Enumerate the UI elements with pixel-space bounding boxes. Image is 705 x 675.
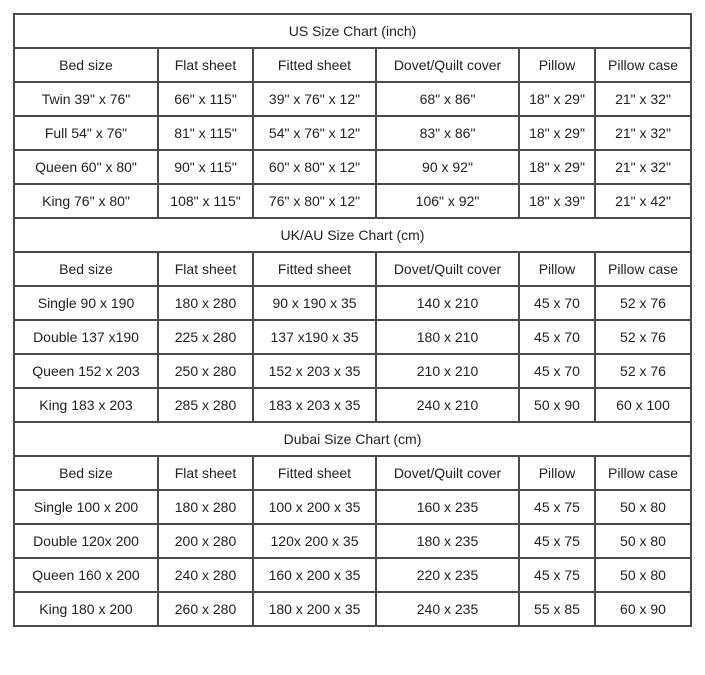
table-cell-flat-sheet: 180 x 280	[158, 490, 253, 524]
table-cell-bed-size: Single 90 x 190	[14, 286, 158, 320]
table-cell-bed-size: Queen 60" x 80"	[14, 150, 158, 184]
table-cell-pillow-case: 21" x 32"	[595, 116, 691, 150]
column-header-flat-sheet: Flat sheet	[158, 456, 253, 490]
table-row	[14, 184, 691, 218]
column-header-pillow-case: Pillow case	[595, 456, 691, 490]
table-cell-bed-size: Twin 39" x 76"	[14, 82, 158, 116]
column-header-pillow-case: Pillow case	[595, 48, 691, 82]
column-header-pillow-case: Pillow case	[595, 252, 691, 286]
table-cell-flat-sheet: 81" x 115"	[158, 116, 253, 150]
table-cell-pillow: 18" x 39"	[519, 184, 595, 218]
column-header-fitted-sheet: Fitted sheet	[253, 456, 376, 490]
table-cell-pillow: 45 x 70	[519, 320, 595, 354]
table-cell-pillow-case: 21" x 32"	[595, 82, 691, 116]
dubai-header-row	[14, 456, 691, 490]
us-section-title: US Size Chart (inch)	[14, 14, 691, 48]
table-row	[14, 388, 691, 422]
table-cell-fitted-sheet: 100 x 200 x 35	[253, 490, 376, 524]
table-cell-pillow-case: 21" x 32"	[595, 150, 691, 184]
table-cell-pillow: 45 x 70	[519, 354, 595, 388]
column-header-bed-size: Bed size	[14, 48, 158, 82]
table-cell-fitted-sheet: 180 x 200 x 35	[253, 592, 376, 626]
table-cell-dovet-quilt-cover: 210 x 210	[376, 354, 519, 388]
table-cell-bed-size: King 180 x 200	[14, 592, 158, 626]
table-cell-pillow: 45 x 75	[519, 524, 595, 558]
table-cell-dovet-quilt-cover: 220 x 235	[376, 558, 519, 592]
table-row	[14, 558, 691, 592]
table-cell-pillow: 45 x 70	[519, 286, 595, 320]
table-cell-dovet-quilt-cover: 180 x 235	[376, 524, 519, 558]
table-row	[14, 592, 691, 626]
table-cell-dovet-quilt-cover: 240 x 235	[376, 592, 519, 626]
column-header-pillow: Pillow	[519, 48, 595, 82]
table-cell-flat-sheet: 180 x 280	[158, 286, 253, 320]
table-cell-pillow-case: 60 x 100	[595, 388, 691, 422]
table-cell-pillow: 18" x 29"	[519, 116, 595, 150]
table-cell-pillow-case: 50 x 80	[595, 524, 691, 558]
table-row	[14, 116, 691, 150]
table-cell-flat-sheet: 250 x 280	[158, 354, 253, 388]
column-header-dovet-quilt-cover: Dovet/Quilt cover	[376, 48, 519, 82]
size-chart-body	[14, 14, 691, 626]
table-cell-pillow-case: 52 x 76	[595, 286, 691, 320]
column-header-fitted-sheet: Fitted sheet	[253, 252, 376, 286]
table-cell-flat-sheet: 225 x 280	[158, 320, 253, 354]
table-cell-pillow: 18" x 29"	[519, 82, 595, 116]
uk-au-section-title: UK/AU Size Chart (cm)	[14, 218, 691, 252]
column-header-dovet-quilt-cover: Dovet/Quilt cover	[376, 456, 519, 490]
table-cell-bed-size: Full 54" x 76"	[14, 116, 158, 150]
column-header-pillow: Pillow	[519, 252, 595, 286]
table-cell-dovet-quilt-cover: 83" x 86"	[376, 116, 519, 150]
table-cell-fitted-sheet: 152 x 203 x 35	[253, 354, 376, 388]
size-chart-table	[13, 13, 692, 627]
table-cell-dovet-quilt-cover: 68" x 86"	[376, 82, 519, 116]
table-cell-bed-size: Double 120x 200	[14, 524, 158, 558]
table-cell-pillow: 45 x 75	[519, 490, 595, 524]
table-cell-pillow: 50 x 90	[519, 388, 595, 422]
table-cell-dovet-quilt-cover: 106" x 92"	[376, 184, 519, 218]
table-cell-fitted-sheet: 76" x 80" x 12"	[253, 184, 376, 218]
table-cell-pillow-case: 21" x 42"	[595, 184, 691, 218]
table-row	[14, 524, 691, 558]
table-cell-flat-sheet: 108" x 115"	[158, 184, 253, 218]
table-row	[14, 490, 691, 524]
table-cell-fitted-sheet: 137 x190 x 35	[253, 320, 376, 354]
table-cell-pillow: 55 x 85	[519, 592, 595, 626]
column-header-bed-size: Bed size	[14, 252, 158, 286]
us-section-title-row	[14, 14, 691, 48]
table-cell-bed-size: Double 137 x190	[14, 320, 158, 354]
table-cell-fitted-sheet: 60" x 80" x 12"	[253, 150, 376, 184]
column-header-bed-size: Bed size	[14, 456, 158, 490]
table-cell-fitted-sheet: 120x 200 x 35	[253, 524, 376, 558]
dubai-section-title-row	[14, 422, 691, 456]
table-cell-flat-sheet: 260 x 280	[158, 592, 253, 626]
table-cell-fitted-sheet: 39" x 76" x 12"	[253, 82, 376, 116]
table-cell-dovet-quilt-cover: 160 x 235	[376, 490, 519, 524]
table-cell-bed-size: Queen 152 x 203	[14, 354, 158, 388]
table-row	[14, 150, 691, 184]
table-cell-dovet-quilt-cover: 240 x 210	[376, 388, 519, 422]
column-header-fitted-sheet: Fitted sheet	[253, 48, 376, 82]
table-cell-pillow-case: 60 x 90	[595, 592, 691, 626]
table-cell-dovet-quilt-cover: 90 x 92"	[376, 150, 519, 184]
table-cell-flat-sheet: 66" x 115"	[158, 82, 253, 116]
table-cell-bed-size: King 76" x 80"	[14, 184, 158, 218]
table-cell-pillow-case: 50 x 80	[595, 490, 691, 524]
table-cell-pillow: 45 x 75	[519, 558, 595, 592]
column-header-flat-sheet: Flat sheet	[158, 48, 253, 82]
table-cell-flat-sheet: 90" x 115"	[158, 150, 253, 184]
table-cell-fitted-sheet: 160 x 200 x 35	[253, 558, 376, 592]
uk-au-section-title-row	[14, 218, 691, 252]
column-header-dovet-quilt-cover: Dovet/Quilt cover	[376, 252, 519, 286]
table-row	[14, 82, 691, 116]
table-cell-bed-size: King 183 x 203	[14, 388, 158, 422]
table-cell-fitted-sheet: 183 x 203 x 35	[253, 388, 376, 422]
table-cell-pillow-case: 52 x 76	[595, 354, 691, 388]
column-header-flat-sheet: Flat sheet	[158, 252, 253, 286]
dubai-section-title: Dubai Size Chart (cm)	[14, 422, 691, 456]
table-cell-bed-size: Single 100 x 200	[14, 490, 158, 524]
table-cell-pillow-case: 50 x 80	[595, 558, 691, 592]
table-row	[14, 320, 691, 354]
table-row	[14, 286, 691, 320]
table-cell-pillow-case: 52 x 76	[595, 320, 691, 354]
table-cell-flat-sheet: 285 x 280	[158, 388, 253, 422]
table-cell-dovet-quilt-cover: 140 x 210	[376, 286, 519, 320]
table-cell-fitted-sheet: 54" x 76" x 12"	[253, 116, 376, 150]
table-cell-bed-size: Queen 160 x 200	[14, 558, 158, 592]
table-row	[14, 354, 691, 388]
uk-au-header-row	[14, 252, 691, 286]
us-header-row	[14, 48, 691, 82]
table-cell-dovet-quilt-cover: 180 x 210	[376, 320, 519, 354]
table-cell-flat-sheet: 240 x 280	[158, 558, 253, 592]
table-cell-flat-sheet: 200 x 280	[158, 524, 253, 558]
table-cell-fitted-sheet: 90 x 190 x 35	[253, 286, 376, 320]
column-header-pillow: Pillow	[519, 456, 595, 490]
table-cell-pillow: 18" x 29"	[519, 150, 595, 184]
